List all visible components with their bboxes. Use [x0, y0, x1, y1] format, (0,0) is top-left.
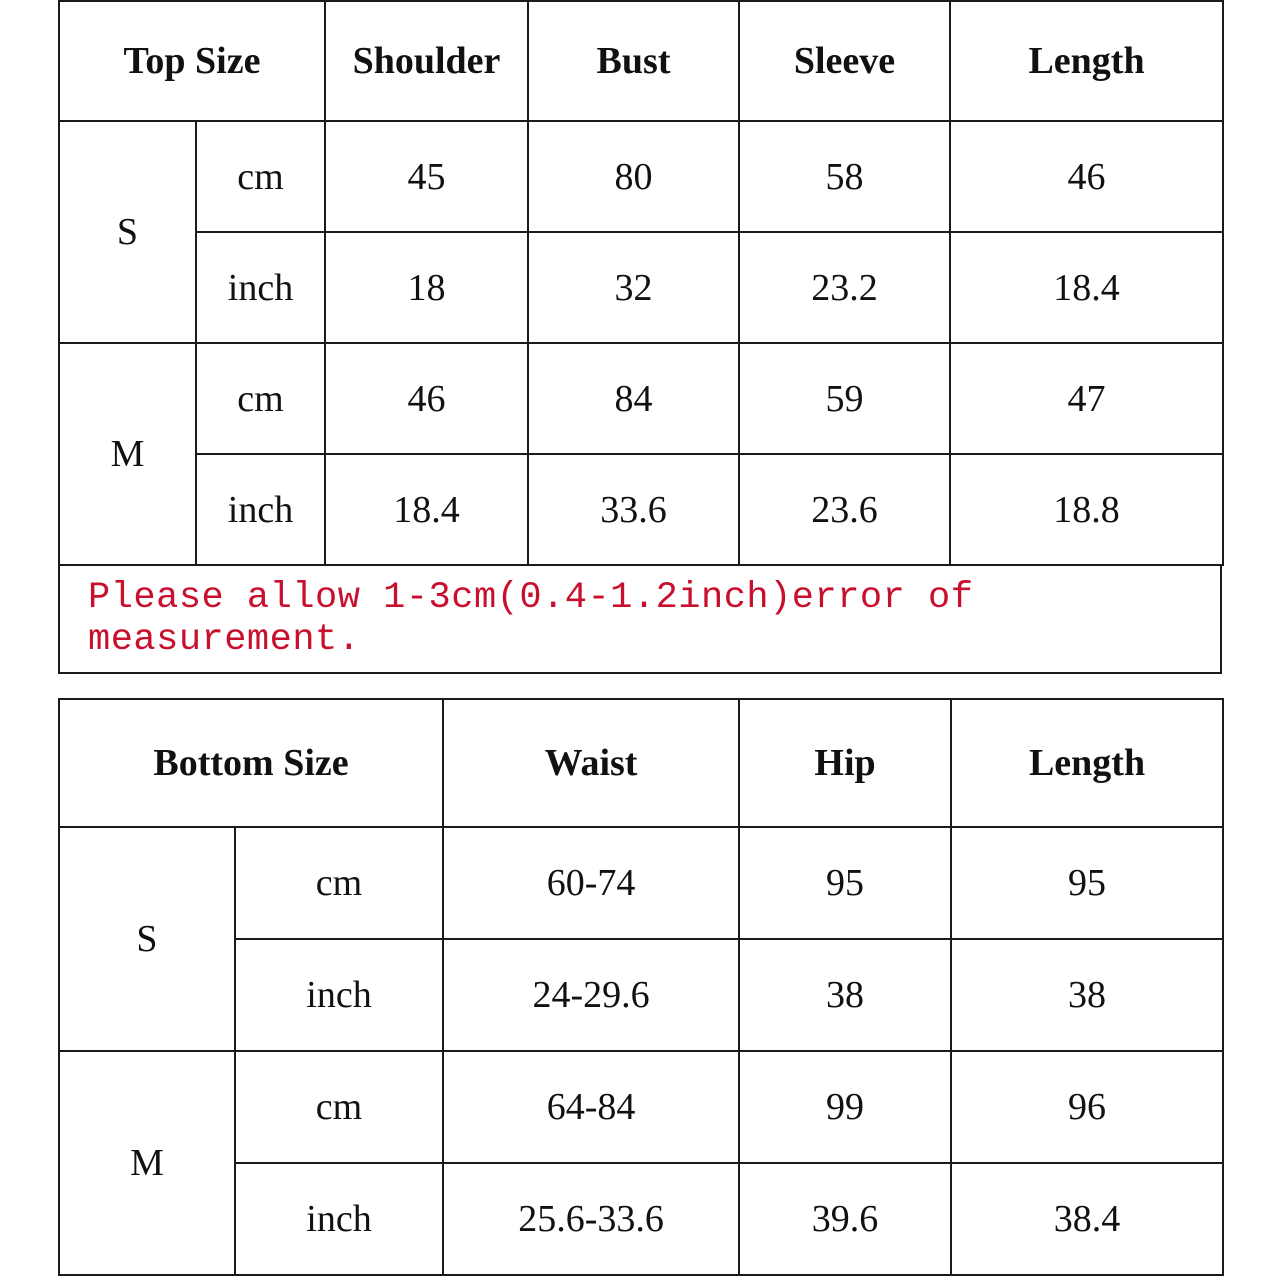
- top-header-row: [59, 1, 1223, 121]
- bust-header: Bust: [528, 1, 739, 121]
- shoulder-header: Shoulder: [325, 1, 528, 121]
- table-cell: 46: [325, 343, 528, 454]
- top-size-table: [58, 0, 1224, 566]
- measurement-note: [58, 566, 1222, 674]
- bottom-length-header: Length: [951, 699, 1223, 827]
- top-size-header: Top Size: [59, 1, 325, 121]
- table-cell: 32: [528, 232, 739, 343]
- table-cell: 38: [951, 939, 1223, 1051]
- table-cell: 45: [325, 121, 528, 232]
- bottom-size-header: Bottom Size: [59, 699, 443, 827]
- table-cell: 18: [325, 232, 528, 343]
- table-cell: 60-74: [443, 827, 739, 939]
- table-cell: 84: [528, 343, 739, 454]
- table-cell: 18.4: [325, 454, 528, 565]
- table-row: [59, 1051, 1223, 1163]
- size-label: M: [59, 343, 196, 565]
- table-cell: 18.4: [950, 232, 1223, 343]
- table-row: [59, 454, 1223, 565]
- table-row: [59, 827, 1223, 939]
- hip-header: Hip: [739, 699, 951, 827]
- unit-label: inch: [196, 454, 325, 565]
- bottom-size-table: [58, 698, 1224, 1276]
- waist-header: Waist: [443, 699, 739, 827]
- table-cell: 95: [951, 827, 1223, 939]
- sleeve-header: Sleeve: [739, 1, 950, 121]
- table-cell: 23.2: [739, 232, 950, 343]
- table-cell: 99: [739, 1051, 951, 1163]
- table-row: [59, 343, 1223, 454]
- top-length-header: Length: [950, 1, 1223, 121]
- table-cell: 46: [950, 121, 1223, 232]
- unit-label: cm: [196, 121, 325, 232]
- measurement-note-text: Please allow 1-3cm(0.4-1.2inch)error of measurement.: [59, 566, 1221, 673]
- table-cell: 95: [739, 827, 951, 939]
- table-cell: 80: [528, 121, 739, 232]
- size-label: M: [59, 1051, 235, 1275]
- unit-label: inch: [235, 1163, 443, 1275]
- table-row: [59, 121, 1223, 232]
- size-label: S: [59, 827, 235, 1051]
- table-cell: 25.6-33.6: [443, 1163, 739, 1275]
- table-cell: 59: [739, 343, 950, 454]
- bottom-header-row: [59, 699, 1223, 827]
- table-cell: 96: [951, 1051, 1223, 1163]
- unit-label: cm: [235, 1051, 443, 1163]
- table-row: [59, 232, 1223, 343]
- table-cell: 18.8: [950, 454, 1223, 565]
- table-spacer: [58, 674, 1222, 698]
- table-cell: 58: [739, 121, 950, 232]
- table-cell: 38: [739, 939, 951, 1051]
- table-cell: 24-29.6: [443, 939, 739, 1051]
- table-cell: 64-84: [443, 1051, 739, 1163]
- table-cell: 38.4: [951, 1163, 1223, 1275]
- unit-label: inch: [196, 232, 325, 343]
- unit-label: cm: [196, 343, 325, 454]
- table-cell: 33.6: [528, 454, 739, 565]
- unit-label: cm: [235, 827, 443, 939]
- table-cell: 39.6: [739, 1163, 951, 1275]
- unit-label: inch: [235, 939, 443, 1051]
- size-label: S: [59, 121, 196, 343]
- size-chart: [58, 0, 1222, 1276]
- table-cell: 47: [950, 343, 1223, 454]
- table-cell: 23.6: [739, 454, 950, 565]
